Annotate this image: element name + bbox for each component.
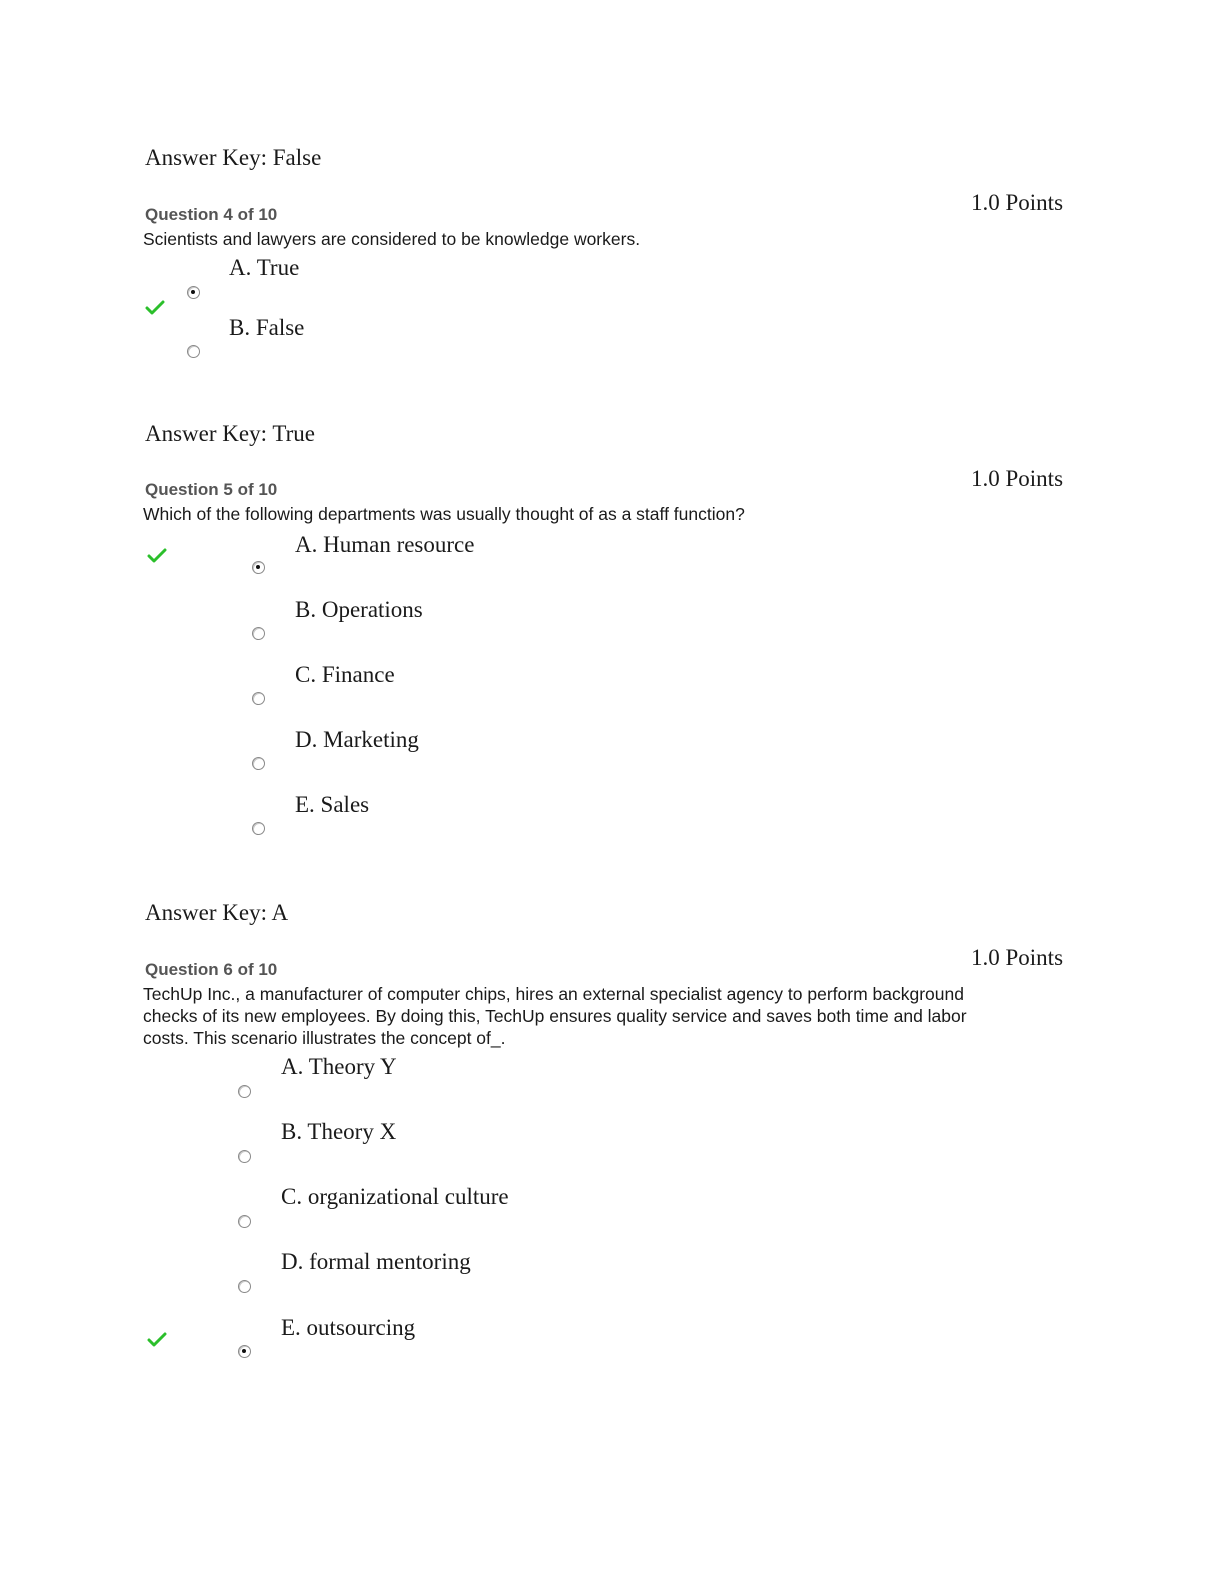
q6-option-b-radio[interactable] [238, 1150, 251, 1163]
q6-option-c-label: C. organizational culture [281, 1184, 509, 1209]
q5-option-b-label: B. Operations [295, 597, 423, 622]
q5-points: 1.0 Points [971, 466, 1064, 491]
q4-option-b-radio[interactable] [187, 345, 200, 358]
correct-check-icon [147, 1332, 167, 1348]
q5-option-e-radio[interactable] [252, 822, 265, 835]
answer-key-q5: Answer Key: A [145, 900, 289, 925]
correct-check-icon [147, 548, 167, 564]
q6-text-line-3: costs. This scenario illustrates the concept of_. [143, 1028, 506, 1048]
q4-label: Question 4 of 10 [145, 205, 278, 224]
q4-option-a-radio[interactable] [187, 286, 200, 299]
q6-option-a-label: A. Theory Y [281, 1054, 397, 1079]
q6-option-c-radio[interactable] [238, 1215, 251, 1228]
q5-option-c-label: C. Finance [295, 662, 395, 687]
q6-option-d-label: D. formal mentoring [281, 1249, 471, 1274]
q6-option-e-label: E. outsourcing [281, 1315, 416, 1340]
q4-points: 1.0 Points [971, 190, 1064, 215]
answer-key-q3: Answer Key: False [145, 145, 322, 170]
q5-option-e-label: E. Sales [295, 792, 370, 817]
q5-option-d-label: D. Marketing [295, 727, 419, 752]
q5-option-c-radio[interactable] [252, 692, 265, 705]
q5-label: Question 5 of 10 [145, 480, 278, 499]
q5-option-d-radio[interactable] [252, 757, 265, 770]
q6-label: Question 6 of 10 [145, 960, 278, 979]
q5-option-a-label: A. Human resource [295, 532, 475, 557]
q6-text-line-1: TechUp Inc., a manufacturer of computer chips, hires an external specialist agency to perform background [143, 984, 964, 1004]
q6-option-b-label: B. Theory X [281, 1119, 397, 1144]
q4-option-b-label: B. False [229, 315, 305, 340]
q4-text: Scientists and lawyers are considered to be knowledge workers. [143, 229, 641, 249]
q5-option-a-radio[interactable] [252, 561, 265, 574]
q6-points: 1.0 Points [971, 945, 1064, 970]
q4-option-a-label: A. True [229, 255, 300, 280]
q6-option-e-radio[interactable] [238, 1345, 251, 1358]
answer-key-q4: Answer Key: True [145, 421, 315, 446]
q5-text: Which of the following departments was usually thought of as a staff function? [143, 504, 745, 524]
q5-option-b-radio[interactable] [252, 627, 265, 640]
q6-option-d-radio[interactable] [238, 1280, 251, 1293]
q6-option-a-radio[interactable] [238, 1085, 251, 1098]
q6-text-line-2: checks of its new employees. By doing this, TechUp ensures quality service and saves both time and labor [143, 1006, 967, 1026]
correct-check-icon [145, 300, 165, 316]
